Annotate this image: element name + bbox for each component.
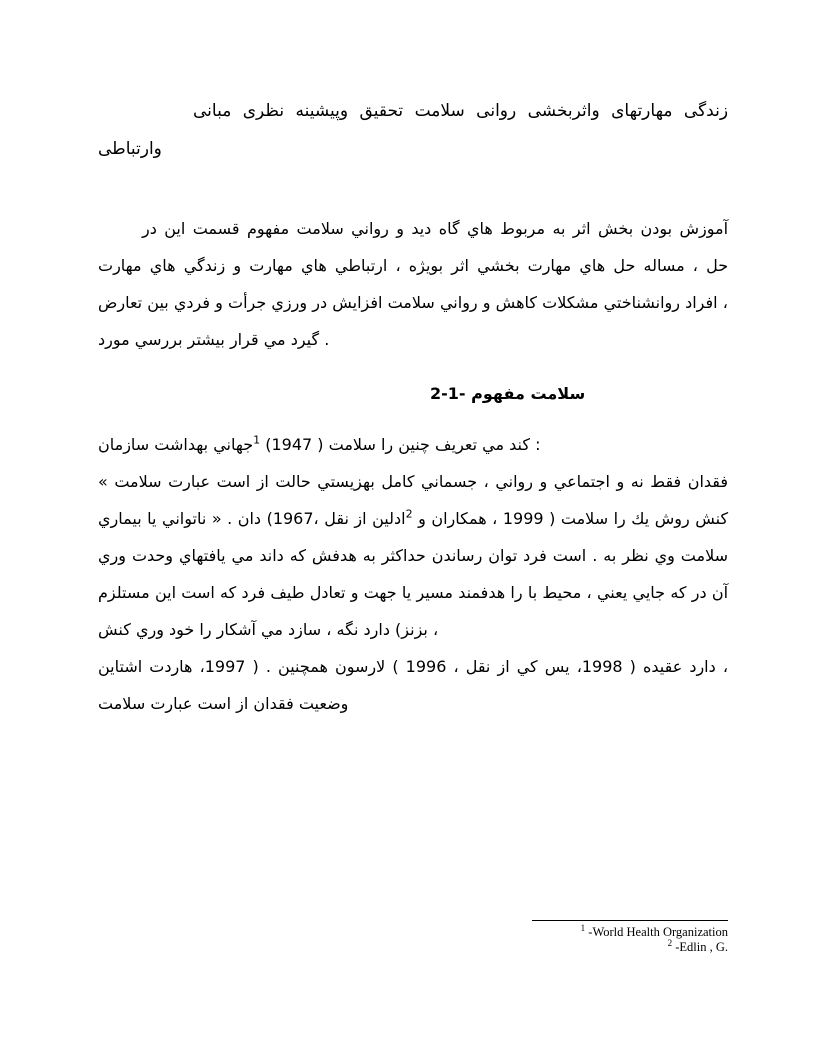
footnote-1 (532, 922, 728, 940)
footnote-2-text: -Edlin , G. (675, 940, 728, 954)
document-title: مبانی نظری وپیشینه تحقیق سلامت روانی واثربخشی مهارتهای زندگی وارتباطی (98, 101, 729, 159)
footnote-1-marker: 1 (580, 922, 586, 933)
body-paragraph: اشتاين هاردت ،1997 ) . همچنين لارسون ( 1996 ، نقل از كي يس ،1998 ) عقيده دارد ، سلامت عبارت است از فقدان وضعيت (98, 657, 728, 713)
footnote-separator (532, 920, 728, 921)
body-paragraph: سازمان بهداشت جهاني$^1$ (1947 ) سلامت را چنين تعريف مي كند : (98, 433, 541, 454)
footnote-2-marker: 2 (667, 937, 673, 948)
body-paragraph: « سلامت عبارت است از حالت بهزيستي كامل جسماني ، رواني و اجتماعي و نه فقط فقدان بيماري يا ناتواني » . دان (1967، نقل از ادلين$^2$ و همكاران ، 1999 ) سلامت را يك روش كنش وري وحدت يافتهاي مي داند كه هدفش به حداكثر رساندن توان فرد است . به نظر وي سلامت مستلزم اين است كه فرد طيف تعادل و جهت يا مسير هدفمند را با محيط ، يعني جايي كه در آن كنش وري خود را آشكار مي سازد ، نگه دارد (بزنز ، (98, 472, 729, 639)
intro-paragraph: در اين قسمت مفهوم سلامت رواني و ديد گاه هاي مربوط به اثر بخش بودن آموزش مهارت هاي زندگي و مهارت هاي ارتباطي ، بويژه اثر بخشي مهارت هاي حل مساله ، حل تعارض بين فردي و جرأت ورزي در افزايش سلامت رواني و كاهش مشكلات روانشناختي افراد ، مورد بررسي بيشتر قرار مي گيرد . (98, 219, 729, 349)
section-heading: 2-1- مفهوم سلامت (430, 384, 586, 403)
footnote-1-text: -World Health Organization (588, 925, 728, 939)
footnote-2 (532, 937, 728, 955)
footnotes-area (532, 920, 728, 955)
